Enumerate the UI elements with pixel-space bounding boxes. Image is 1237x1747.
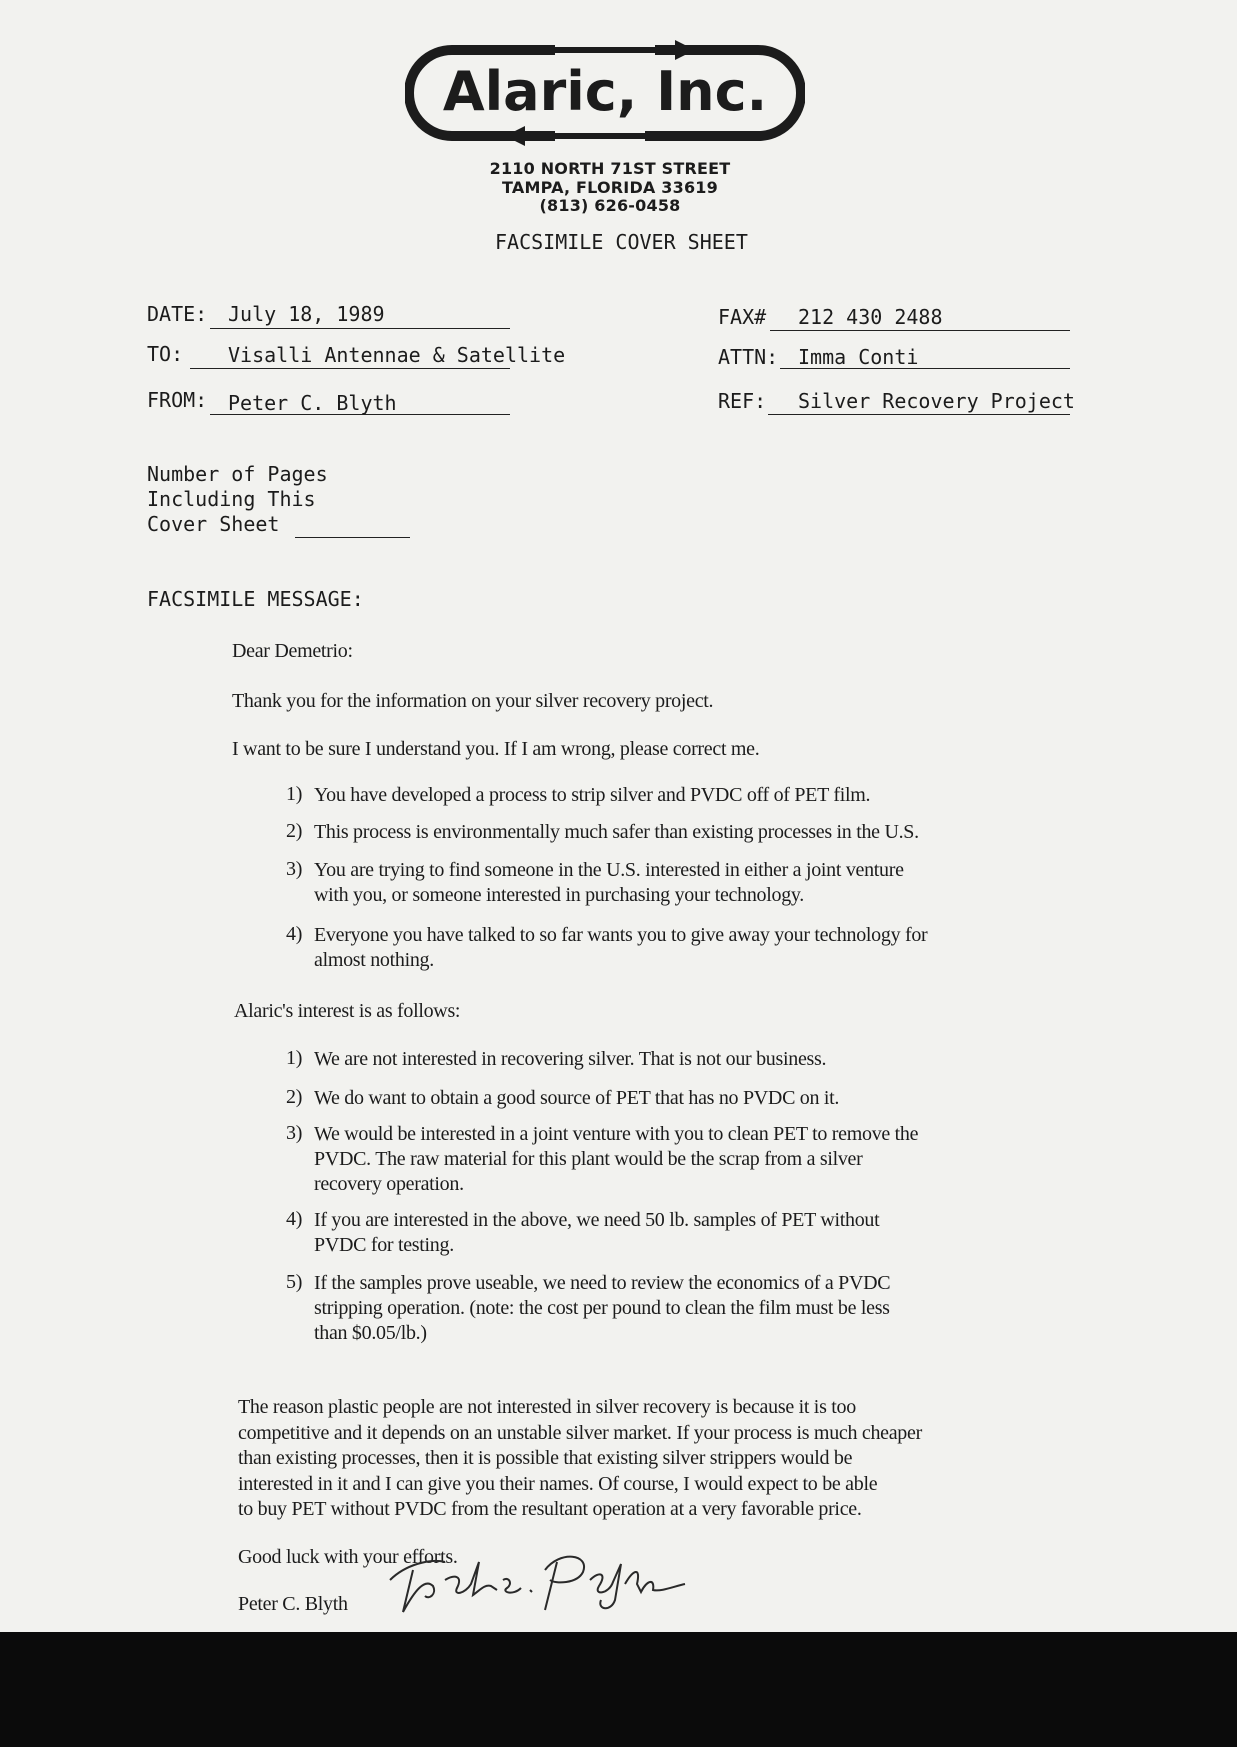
pages-label-3: Cover Sheet xyxy=(147,512,280,536)
company-logo xyxy=(405,38,805,148)
closing-line: interested in it and I can give you their names. Of course, I would expect to be able xyxy=(238,1472,878,1495)
paragraph-2: I want to be sure I understand you. If I am wrong, please correct me. xyxy=(232,738,760,760)
interest-item-number: 1) xyxy=(286,1047,303,1069)
interest-item-text: recovery operation. xyxy=(314,1173,464,1195)
address-line-1: 2110 NORTH 71ST STREET xyxy=(489,159,731,178)
interest-item-number: 2) xyxy=(286,1086,303,1108)
date-value: July 18, 1989 xyxy=(228,302,385,326)
interest-item-number: 3) xyxy=(286,1122,303,1144)
understanding-item-number: 1) xyxy=(286,783,303,805)
understanding-item-text: This process is environmentally much safer than existing processes in the U.S. xyxy=(314,821,919,843)
interest-item-text: We are not interested in recovering silver. That is not our business. xyxy=(314,1048,827,1070)
attn-value: Imma Conti xyxy=(798,345,919,369)
from-label: FROM: xyxy=(147,388,208,412)
signature xyxy=(385,1540,715,1615)
salutation: Dear Demetrio: xyxy=(232,640,353,662)
signer-name: Peter C. Blyth xyxy=(238,1593,348,1615)
closing-line: The reason plastic people are not interested in silver recovery is because it is too xyxy=(238,1396,856,1418)
to-line xyxy=(190,368,510,369)
interest-intro: Alaric's interest is as follows: xyxy=(234,1000,461,1022)
understanding-item-text: Everyone you have talked to so far wants you to give away your technology for xyxy=(314,924,928,946)
interest-item-text: We would be interested in a joint venture with you to clean PET to remove the xyxy=(314,1123,919,1145)
to-label: TO: xyxy=(147,342,184,366)
fax-label: FAX# xyxy=(718,305,767,329)
fax-line xyxy=(770,330,1070,331)
understanding-item-text: with you, or someone interested in purchasing your technology. xyxy=(314,884,804,906)
interest-item-text: than $0.05/lb.) xyxy=(314,1322,427,1344)
interest-item-text: stripping operation. (note: the cost per pound to clean the film must be less xyxy=(314,1297,890,1319)
address-line-2: TAMPA, FLORIDA 33619 xyxy=(502,178,718,197)
closing-paragraph xyxy=(238,1395,922,1523)
logo-text: Alaric, Inc. xyxy=(442,60,768,123)
pages-label-1: Number of Pages xyxy=(147,462,328,486)
interest-item-text: We do want to obtain a good source of PET that has no PVDC on it. xyxy=(314,1087,840,1109)
good-luck-line: Good luck with your efforts. xyxy=(238,1546,458,1568)
understanding-item-number: 4) xyxy=(286,923,303,945)
interest-item-number: 4) xyxy=(286,1208,303,1230)
date-label: DATE: xyxy=(147,302,208,326)
ref-value: Silver Recovery Project xyxy=(798,389,1075,413)
closing-line: than existing processes, then it is possible that existing silver strippers would be xyxy=(238,1447,853,1469)
from-value: Peter C. Blyth xyxy=(228,391,397,415)
interest-item-number: 5) xyxy=(286,1271,303,1293)
interest-item-text: PVDC for testing. xyxy=(314,1234,454,1256)
closing-line: competitive and it depends on an unstable silver market. If your process is much cheaper xyxy=(238,1421,922,1444)
ref-line xyxy=(768,414,1070,415)
form-title: FACSIMILE COVER SHEET xyxy=(495,230,748,254)
interest-item-text: If you are interested in the above, we need 50 lb. samples of PET without xyxy=(314,1209,880,1231)
interest-item-text: If the samples prove useable, we need to review the economics of a PVDC xyxy=(314,1272,891,1294)
pages-label-2: Including This xyxy=(147,487,316,511)
to-value: Visalli Antennae & Satellite xyxy=(228,343,566,367)
understanding-item-text: almost nothing. xyxy=(314,949,434,971)
phone-number: (813) 626-0458 xyxy=(539,196,681,215)
fax-value: 212 430 2488 xyxy=(798,305,943,329)
understanding-item-number: 2) xyxy=(286,820,303,842)
date-line xyxy=(210,328,510,329)
closing-line: to buy PET without PVDC from the resultant operation at a very favorable price. xyxy=(238,1498,862,1520)
pages-line xyxy=(295,537,410,538)
ref-label: REF: xyxy=(718,389,767,413)
understanding-item-number: 3) xyxy=(286,858,303,880)
understanding-item-text: You have developed a process to strip silver and PVDC off of PET film. xyxy=(314,784,871,806)
understanding-item-text: You are trying to find someone in the U.S. interested in either a joint venture xyxy=(314,859,904,881)
interest-item-text: PVDC. The raw material for this plant would be the scrap from a silver xyxy=(314,1148,863,1170)
attn-label: ATTN: xyxy=(718,345,779,369)
paragraph-1: Thank you for the information on your silver recovery project. xyxy=(232,690,714,712)
message-label: FACSIMILE MESSAGE: xyxy=(147,587,364,611)
scan-bottom-edge xyxy=(0,1632,1237,1747)
